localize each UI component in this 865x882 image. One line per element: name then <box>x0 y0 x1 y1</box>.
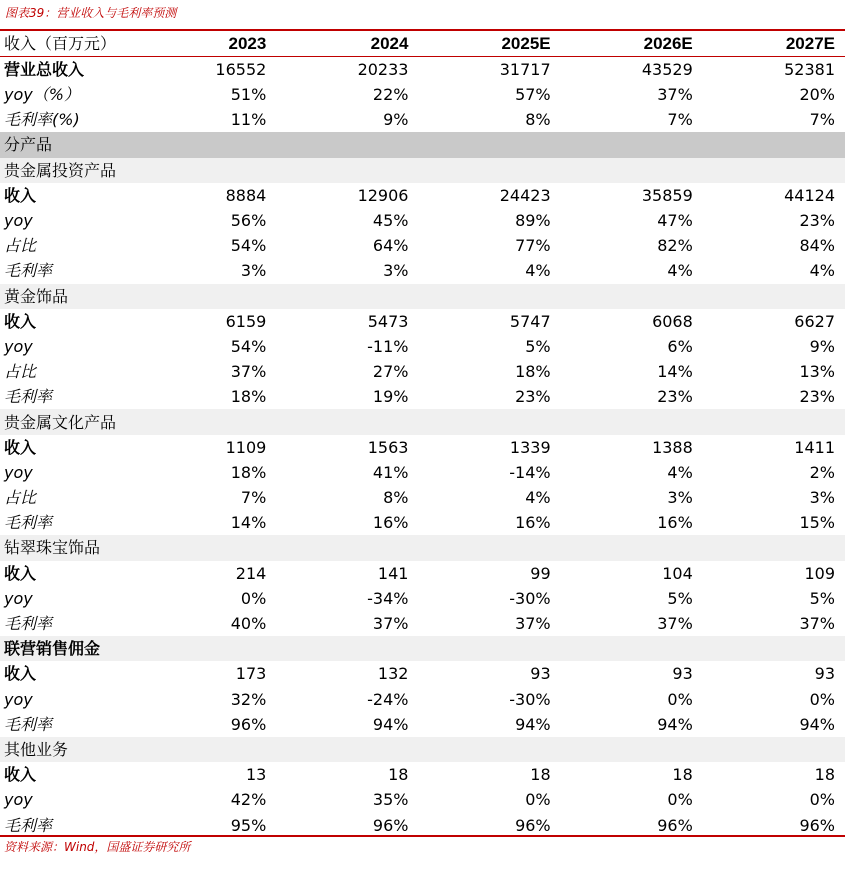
header-year: 2025E <box>418 31 560 57</box>
table-row <box>0 334 845 359</box>
row-value: -30% <box>509 689 551 709</box>
row-value: 19% <box>372 387 409 407</box>
table-row <box>0 57 845 83</box>
row-label: 毛利率 <box>4 387 53 407</box>
row-value <box>561 284 703 309</box>
row-value <box>276 158 418 183</box>
row-label: 营业总收入 <box>4 60 85 79</box>
row-value <box>703 636 845 661</box>
table-row <box>0 82 845 107</box>
row-label: 黄金饰品 <box>0 284 134 309</box>
table-row <box>0 384 845 409</box>
row-value: 89% <box>515 211 551 231</box>
row-value: 18% <box>230 387 267 407</box>
row-label: yoy（%） <box>4 85 80 105</box>
row-value: 18 <box>530 765 551 785</box>
row-label: 钻翠珠宝饰品 <box>0 535 134 560</box>
table-row <box>0 535 845 560</box>
row-value: 4% <box>809 261 835 281</box>
row-value: 6627 <box>794 311 835 331</box>
row-value: 9% <box>809 336 835 356</box>
row-value <box>561 535 703 560</box>
row-value: 11% <box>230 110 267 130</box>
row-value <box>703 535 845 560</box>
row-value: 54% <box>230 236 267 256</box>
row-value <box>134 158 276 183</box>
row-value: 23% <box>799 387 835 407</box>
row-value: -30% <box>509 588 551 608</box>
row-value <box>703 409 845 434</box>
row-value: 1563 <box>367 437 409 457</box>
row-value: 42% <box>230 790 267 810</box>
row-label: 收入 <box>4 311 37 331</box>
row-value: 16% <box>372 513 409 533</box>
row-value: 15% <box>799 513 835 533</box>
row-value: 6% <box>667 336 693 356</box>
row-value: 8% <box>383 488 409 508</box>
row-value: 4% <box>667 261 693 281</box>
forecast-table <box>0 31 845 838</box>
row-value: 54% <box>230 336 267 356</box>
row-value <box>561 132 703 157</box>
row-value: 5% <box>525 336 551 356</box>
row-value: 3% <box>809 488 835 508</box>
header-year: 2026E <box>561 31 703 57</box>
row-value <box>418 535 560 560</box>
row-label: 毛利率 <box>4 513 53 533</box>
row-value: 37% <box>515 614 551 634</box>
row-value: 32% <box>230 689 267 709</box>
row-value: 3% <box>383 261 409 281</box>
row-value <box>134 409 276 434</box>
table-row <box>0 561 845 586</box>
row-value: 1411 <box>794 437 835 457</box>
row-value <box>561 636 703 661</box>
row-value: 13 <box>245 765 267 785</box>
row-label: 收入 <box>4 185 37 205</box>
row-value: 12906 <box>357 185 409 205</box>
row-value: 45% <box>372 211 409 231</box>
row-value: 1109 <box>225 437 267 457</box>
row-value: 96% <box>799 815 835 835</box>
row-label: 收入 <box>4 664 37 684</box>
row-value: 14% <box>657 362 693 382</box>
row-value <box>703 737 845 762</box>
row-value <box>418 636 560 661</box>
row-value: 93 <box>814 664 835 684</box>
row-value: 18% <box>515 362 551 382</box>
row-value: 13% <box>799 362 835 382</box>
row-value: 0% <box>525 790 551 810</box>
table-row <box>0 737 845 762</box>
table-row <box>0 107 845 132</box>
row-value <box>134 636 276 661</box>
table-row <box>0 787 845 812</box>
row-value: 52381 <box>784 60 835 79</box>
row-label: yoy <box>4 211 33 231</box>
row-value: 16% <box>515 513 551 533</box>
row-value: 27% <box>372 362 409 382</box>
row-label: 毛利率 <box>4 614 53 634</box>
table-row <box>0 233 845 258</box>
row-label: 毛利率 <box>4 714 53 734</box>
row-value: 104 <box>662 563 693 583</box>
row-value <box>561 409 703 434</box>
row-value: 0% <box>667 689 693 709</box>
row-label: 其他业务 <box>0 737 134 762</box>
table-row <box>0 762 845 787</box>
row-value: 93 <box>672 664 693 684</box>
row-label: 占比 <box>4 362 37 382</box>
row-value: 35859 <box>641 185 693 205</box>
row-value <box>418 284 560 309</box>
row-label: yoy <box>4 790 33 810</box>
row-value: 4% <box>525 261 551 281</box>
row-value <box>134 132 276 157</box>
row-label: 占比 <box>4 236 37 256</box>
row-value <box>134 535 276 560</box>
row-value: 6159 <box>225 311 267 331</box>
table-row <box>0 359 845 384</box>
row-value: 94% <box>799 714 835 734</box>
row-value <box>418 409 560 434</box>
row-value: 132 <box>377 664 409 684</box>
table-row <box>0 208 845 233</box>
header-year: 2024 <box>276 31 418 57</box>
row-label: 毛利率(%) <box>4 110 80 130</box>
row-value: 35% <box>372 790 409 810</box>
header-label: 收入（百万元） <box>0 31 134 57</box>
row-label: 分产品 <box>0 132 134 157</box>
row-value: 94% <box>657 714 693 734</box>
row-value: 20233 <box>357 60 409 79</box>
row-label: 联营销售佣金 <box>0 636 134 661</box>
row-value: 44124 <box>784 185 835 205</box>
table-row <box>0 309 845 334</box>
row-label: 贵金属投资产品 <box>0 158 134 183</box>
table-row <box>0 183 845 208</box>
row-value: 2% <box>809 462 835 482</box>
row-value: 37% <box>372 614 409 634</box>
row-value: 99 <box>530 563 551 583</box>
row-value: 14% <box>230 513 267 533</box>
row-value <box>418 132 560 157</box>
table-row <box>0 158 845 183</box>
row-label: 毛利率 <box>4 261 53 281</box>
row-value: 84% <box>799 236 835 256</box>
row-value <box>703 132 845 157</box>
row-value: 64% <box>372 236 409 256</box>
row-value: 1339 <box>509 437 551 457</box>
row-value: 37% <box>657 85 693 105</box>
row-value: 18 <box>814 765 835 785</box>
row-value: 5747 <box>509 311 551 331</box>
row-value: 23% <box>799 211 835 231</box>
table-row <box>0 284 845 309</box>
source-note: 资料来源：Wind，国盛证券研究所 <box>4 840 191 854</box>
row-label: 贵金属文化产品 <box>0 409 134 434</box>
header-year: 2023 <box>134 31 276 57</box>
row-value <box>276 409 418 434</box>
table-row <box>0 132 845 157</box>
table-body <box>0 57 845 838</box>
table-row <box>0 611 845 636</box>
row-value <box>418 737 560 762</box>
row-value: 96% <box>657 815 693 835</box>
row-value: 0% <box>809 790 835 810</box>
row-label: 毛利率 <box>4 815 53 835</box>
row-value: 214 <box>235 563 267 583</box>
row-label: 收入 <box>4 437 37 457</box>
row-value: 51% <box>230 85 267 105</box>
row-value: 141 <box>377 563 409 583</box>
row-value <box>276 535 418 560</box>
row-value: 57% <box>515 85 551 105</box>
row-value: -24% <box>367 689 409 709</box>
table-header-row <box>0 31 845 57</box>
row-value <box>703 158 845 183</box>
table-row <box>0 258 845 283</box>
row-value: 24423 <box>499 185 551 205</box>
row-value: 37% <box>657 614 693 634</box>
row-label: yoy <box>4 336 33 356</box>
table-row <box>0 510 845 535</box>
row-value: 96% <box>372 815 409 835</box>
row-value <box>134 737 276 762</box>
row-value: 3% <box>240 261 267 281</box>
table-row <box>0 712 845 737</box>
table-row <box>0 460 845 485</box>
row-value: 82% <box>657 236 693 256</box>
row-value: -34% <box>367 588 409 608</box>
row-value: 3% <box>667 488 693 508</box>
table-row <box>0 409 845 434</box>
row-value <box>276 636 418 661</box>
row-value: 4% <box>525 488 551 508</box>
row-value: 93 <box>530 664 551 684</box>
row-value: 109 <box>804 563 835 583</box>
row-value: 41% <box>372 462 409 482</box>
row-value: 94% <box>515 714 551 734</box>
table-row <box>0 687 845 712</box>
table-row <box>0 485 845 510</box>
row-value: 23% <box>657 387 693 407</box>
row-label: 收入 <box>4 563 37 583</box>
row-value: 56% <box>230 211 267 231</box>
row-value: 5473 <box>367 311 409 331</box>
row-value: 16% <box>657 513 693 533</box>
row-value <box>276 284 418 309</box>
row-label: yoy <box>4 588 33 608</box>
row-value: 96% <box>230 714 267 734</box>
figure-title: 图表39：营业收入与毛利率预测 <box>5 6 177 20</box>
row-value: 0% <box>809 689 835 709</box>
row-label: 占比 <box>4 488 37 508</box>
header-year: 2027E <box>703 31 845 57</box>
row-value: 8884 <box>225 185 267 205</box>
row-value: 22% <box>372 85 409 105</box>
row-value: 18 <box>388 765 409 785</box>
row-value: 16552 <box>215 60 267 79</box>
row-value: 6068 <box>652 311 693 331</box>
table-row <box>0 661 845 686</box>
table-row <box>0 636 845 661</box>
row-value: 5% <box>667 588 693 608</box>
row-value <box>276 132 418 157</box>
row-value <box>561 737 703 762</box>
row-value: 31717 <box>499 60 551 79</box>
row-value: 7% <box>809 110 835 130</box>
row-value: 4% <box>667 462 693 482</box>
row-value: 20% <box>799 85 835 105</box>
row-value: 18 <box>672 765 693 785</box>
table-row <box>0 812 845 837</box>
footer-divider <box>0 835 845 837</box>
row-value: 8% <box>525 110 551 130</box>
row-value <box>561 158 703 183</box>
row-value <box>703 284 845 309</box>
row-value <box>418 158 560 183</box>
row-value: 0% <box>667 790 693 810</box>
row-value: -11% <box>367 336 409 356</box>
row-value: 23% <box>515 387 551 407</box>
row-value: 18% <box>230 462 267 482</box>
row-value: 77% <box>515 236 551 256</box>
row-value: 37% <box>230 362 267 382</box>
row-value: 37% <box>799 614 835 634</box>
row-label: yoy <box>4 462 33 482</box>
table-row <box>0 586 845 611</box>
row-value: 43529 <box>641 60 693 79</box>
row-value: 0% <box>240 588 267 608</box>
row-value: 40% <box>230 614 267 634</box>
row-value <box>134 284 276 309</box>
row-value: 94% <box>372 714 409 734</box>
row-value: 7% <box>240 488 267 508</box>
row-value: 173 <box>235 664 267 684</box>
row-value: 7% <box>667 110 693 130</box>
table-row <box>0 435 845 460</box>
row-value: 1388 <box>652 437 693 457</box>
row-value <box>276 737 418 762</box>
row-label: 收入 <box>4 765 37 785</box>
row-value: 95% <box>230 815 267 835</box>
row-label: yoy <box>4 689 33 709</box>
row-value: -14% <box>509 462 551 482</box>
row-value: 96% <box>515 815 551 835</box>
row-value: 9% <box>383 110 409 130</box>
row-value: 5% <box>809 588 835 608</box>
row-value: 47% <box>657 211 693 231</box>
